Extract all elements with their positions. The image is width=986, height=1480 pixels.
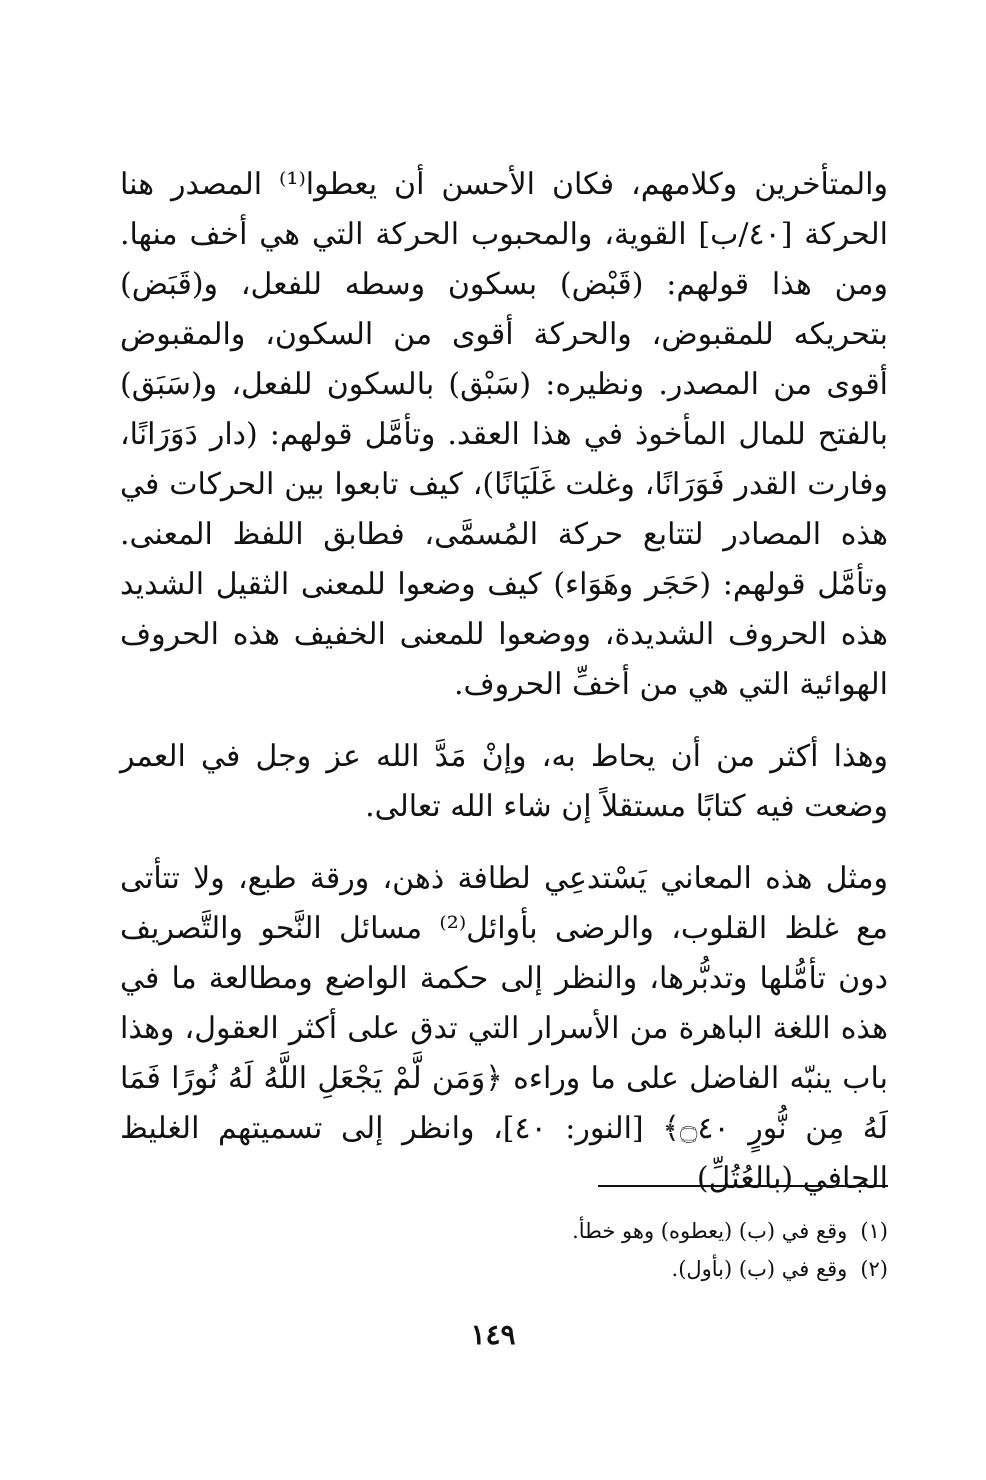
paragraph-1: والمتأخرين وكلامهم، فكان الأحسن أن يعطوا⁽¹⁾ المصدر هنا الحركة [٤٠/ب] القوية، والمحبوب الحركة التي هي أخف منها. ومن هذا قولهم: (قَبْض) بسكون وسطه للفعل، و(قَبَض) بتحريكه للمقبوض، والحركة أقوى من السكون، والمقبوض أقوى من المصدر. ونظيره: (سَبْق) بالسكون للفعل، و(سَبَق) بالفتح للمال المأخوذ في هذا العقد. وتأمَّل قولهم: (دار دَوَرَانًا، وفارت القدر فَوَرَانًا، وغلت غَلَيَانًا)، كيف تابعوا بين الحركات في هذه المصادر لتتابع حركة المُسمَّى، فطابق اللفظ المعنى. وتأمَّل قولهم: (حَجَر وهَوَاء) كيف وضعوا للمعنى الثقيل الشديد هذه الحروف الشديدة، ووضعوا للمعنى الخفيف هذه الحروف الهوائية التي هي من أخفِّ الحروف. bbox=[120, 167, 889, 702]
page-number: ١٤٩ bbox=[470, 1318, 516, 1351]
paragraph-2: وهذا أكثر من أن يحاط به، وإنْ مَدَّ الله عز وجل في العمر وضعت فيه كتابًا مستقلاً إن شاء الله تعالى. bbox=[120, 739, 888, 824]
footnote-text: وقع في (ب) (بأول). bbox=[671, 1257, 848, 1281]
footnote-2 bbox=[120, 1250, 888, 1288]
footnote-divider bbox=[598, 1185, 888, 1187]
footnote-number: (٢) bbox=[860, 1257, 888, 1281]
paragraph-3: ومثل هذه المعاني يَسْتدعِي لطافة ذهن، ورقة طبع، ولا تتأتى مع غلظ القلوب، والرضى بأوائل⁽²⁾ مسائل النَّحو والتَّصريف دون تأمُّلها وتدبُّرها، والنظر إلى حكمة الواضع ومطالعة ما في هذه اللغة الباهرة من الأسرار التي تدق على أكثر العقول، وهذا باب ينبّه الفاضل على ما وراءه ﴿وَمَن لَّمْ يَجْعَلِ اللَّهُ لَهُ نُورًا فَمَا لَهُ مِن نُّورٍ ۝٤٠﴾ [النور: ٤٠]، وانظر إلى تسميتهم الغليظ الجافي (بالعُتُلِّ) bbox=[120, 861, 889, 1196]
footnote-1 bbox=[120, 1212, 888, 1250]
footnotes bbox=[120, 1212, 888, 1288]
footnote-number: (١) bbox=[860, 1219, 888, 1243]
main-text bbox=[120, 160, 888, 1204]
footnote-text: وقع في (ب) (يعطوه) وهو خطأ. bbox=[572, 1219, 848, 1243]
